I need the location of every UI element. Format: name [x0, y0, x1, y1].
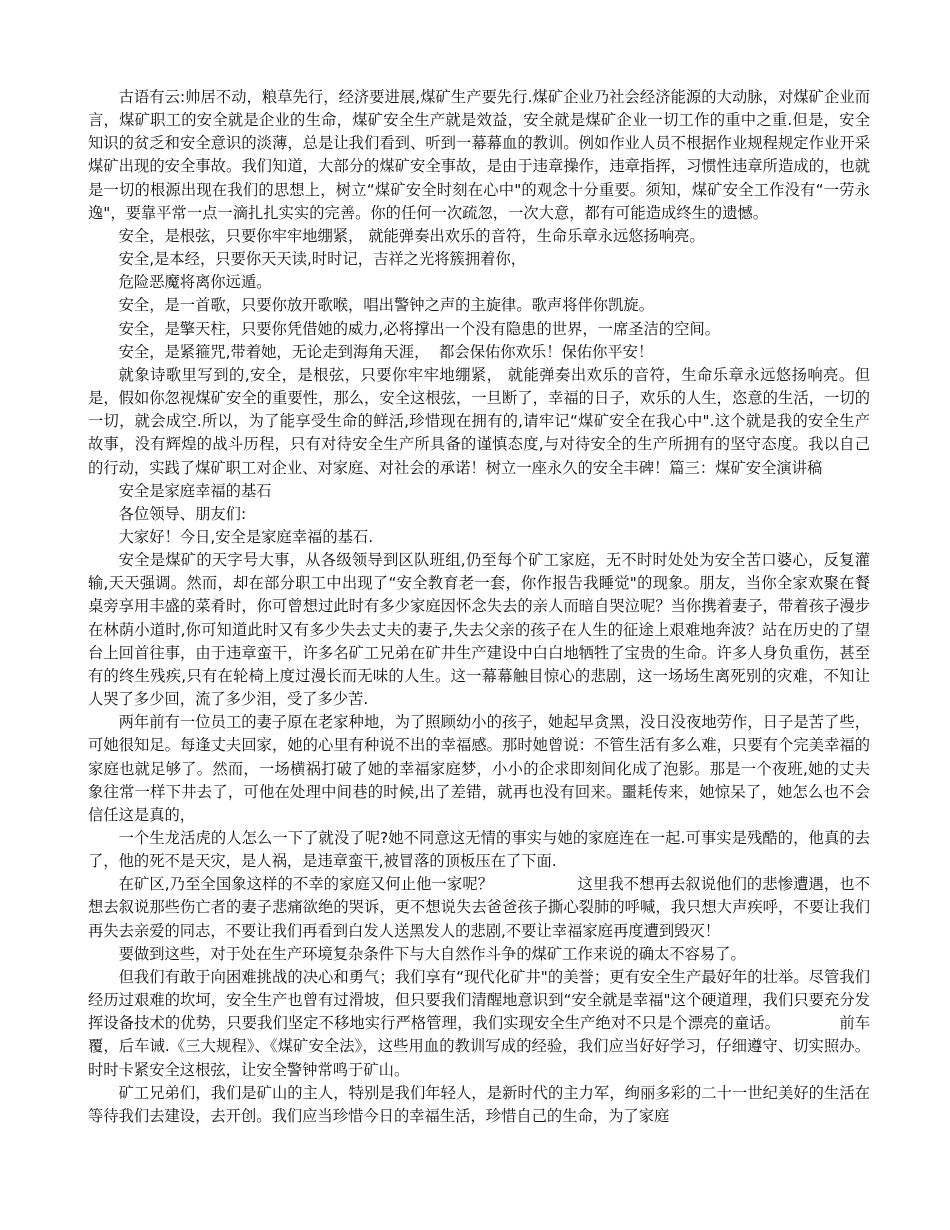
speech-salutation: 各位领导、朋友们:: [118, 504, 247, 523]
document-body: [88, 86, 870, 1128]
poem-line-1: 安全，是根弦，只要你牢牢地绷紧， 就能弹奏出欢乐的音符，生命乐章永远悠扬响亮。: [118, 226, 705, 245]
speech-greeting: 大家好！今日,安全是家庭幸福的基石.: [118, 527, 374, 546]
paragraph-story: 两年前有一位员工的妻子原在老家种地，为了照顾幼小的孩子，她起早贪黑，没日没夜地劳作，日子是苦了些，可她很知足。每逢丈夫回家，她的心里有种说不出的幸福感。那时她曾说：不管生活有多么难，只要有个完美幸福的家庭也就足够了。然而，一场横祸打破了她的幸福家庭梦，小小的企求即刻间化成了泡影。那是一个夜班,她的丈夫象往常一样下井去了，可他在处理中间巷的时候,出了差错，就再也没有回来。噩耗传来，她惊呆了，她怎么也不会信任这是真的，: [88, 713, 870, 824]
paragraph-safety-importance: 安全是煤矿的天字号大事，从各级领导到区队班组,仍至每个矿工家庭，无不时时处处为安全苦口婆心，反复灌输,天天强调。然而，却在部分职工中出现了“安全教育老一套，你作报告我睡觉"的现象。朋友，当你全家欢聚在餐桌旁享用丰盛的菜肴时，你可曾想过此时有多少家庭因怀念失去的亲人而暗自哭泣呢？当你携着妻子，带着孩子漫步在林荫小道时,你可知道此时又有多少失去丈夫的妻子,失去父亲的孩子在人生的征途上艰难地奔波？站在历史的了望台上回首往事，由于违章蛮干，许多名矿工兄弟在矿井生产建设中白白地牺牲了宝贵的生命。许多人身负重伤，甚至有的终生残疾,只有在轮椅上度过漫长而无味的人生。这一幕幕触目惊心的悲剧，这一场场生离死别的灾难，不知让人哭了多少回，流了多少泪，受了多少苦.: [88, 551, 870, 709]
paragraph-story-continued: 一个生龙活虎的人怎么一下了就没了呢?她不同意这无情的事实与她的家庭连在一起.可事实是残酷的，他真的去了，他的死不是天灾，是人祸，是违章蛮干,被冒落的顶板压在了下面.: [88, 829, 870, 871]
poem-line-5: 安全，是擎天柱，只要你凭借她的威力,必将撑出一个没有隐患的世界，一席圣洁的空间。: [118, 319, 721, 338]
poem-line-6: 安全，是紧箍咒,带着她，无论走到海角天涯， 都会保佑你欢乐！保佑你平安！: [118, 342, 654, 361]
poem-line-4: 安全，是一首歌，只要你放开歌喉，唱出警钟之声的主旋律。歌声将伴你凯旋。: [118, 296, 654, 315]
poem-line-2: 安全,是本经，只要你天天读,时时记，吉祥之光将簇拥着你，: [118, 250, 527, 269]
poem-line-3: 危险恶魔将离你远遁。: [118, 273, 272, 292]
speech-title: 安全是家庭幸福的基石: [118, 481, 272, 500]
paragraph-closing: 矿工兄弟们，我们是矿山的主人，特别是我们年轻人，是新时代的主力军，绚丽多彩的二十一世纪美好的生活在等待我们去建设，去开创。我们应当珍惜今日的幸福生活，珍惜自己的生命，为了家庭: [88, 1083, 870, 1125]
paragraph-difficulty: 要做到这些，对于处在生产环境复杂条件下与大自然作斗争的煤矿工作来说的确太不容易了。: [118, 944, 746, 963]
paragraph-courage: 但我们有敢于向困难挑战的决心和勇气；我们享有“现代化矿井"的美誉；更有安全生产最好年的壮举。尽管我们经历过艰难的坎坷，安全生产也曾有过滑坡，但只要我们清醒地意识到“安全就是幸福"这个硬道理，我们只要充分发挥设备技术的优势，只要我们坚定不移地实行严格管理，我们实现安全生产绝对不只是个漂亮的童话。 前车覆，后车诫.《三大规程》、《煤矿安全法》，这些用血的教训写成的经验，我们应当好好学习，仔细遵守、切实照办。时时卡紧安全这根弦，让安全警钟常鸣于矿山。: [88, 967, 870, 1079]
paragraph-conclusion: 就象诗歌里写到的,安全，是根弦，只要你牢牢地绷紧， 就能弹奏出欢乐的音符，生命乐章永远悠扬响亮。但是，假如你忽视煤矿安全的重要性，那么，安全这根弦，一旦断了，幸福的日子，欢乐的人生，恣意的生活，一切的一切，就会成空.所以，为了能享受生命的鲜活,珍惜现在拥有的,请牢记“煤矿安全在我心中".这个就是我的安全生产故事，没有辉煌的战斗历程，只有对待安全生产所具备的谨慎态度,与对待安全的生产所拥有的坚守态度。我以自己的行动，实践了煤矿职工对企业、对家庭、对社会的承诺！树立一座永久的安全丰碑！篇三：煤矿安全演讲稿: [88, 365, 870, 477]
paragraph-intro: 古语有云:帅居不动，粮草先行，经济要进展,煤矿生产要先行.煤矿企业乃社会经济能源的大动脉，对煤矿企业而言，煤矿职工的安全就是企业的生命，煤矿安全生产就是效益，安全就是煤矿企业一切工作的重中之重.但是，安全知识的贫乏和安全意识的淡薄，总是让我们看到、听到一幕幕血的教训。例如作业人员不根据作业规程规定作业开采煤矿出现的安全事故。我们知道，大部分的煤矿安全事故，是由于违章操作，违章指挥，习惯性违章所造成的，也就是一切的根源出现在我们的思想上，树立“煤矿安全时刻在心中"的观念十分重要。须知，煤矿安全工作没有“一劳永逸"，要靠平常一点一滴扎扎实实的完善。你的任何一次疏忽，一次大意，都有可能造成终生的遗憾。: [88, 88, 870, 222]
paragraph-call-to-action: 在矿区,乃至全国象这样的不幸的家庭又何止他一家呢？ 这里我不想再去叙说他们的悲惨遭遇，也不想去叙说那些伤亡者的妻子悲痛欲绝的哭诉，更不想说失去爸爸孩子撕心裂肺的呼喊，我只想大声疾呼，不要让我们再失去亲爱的同志，不要让我们再看到白发人送黑发人的悲剧,不要让幸福家庭再度遭到毁灭！: [88, 875, 870, 940]
